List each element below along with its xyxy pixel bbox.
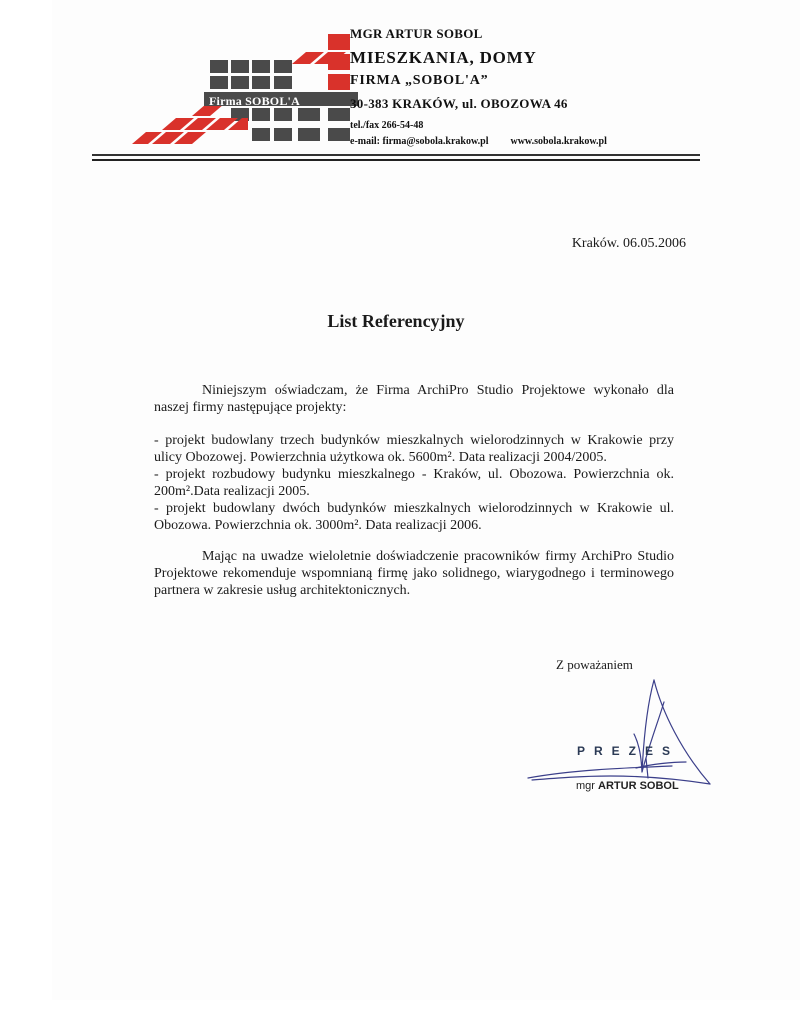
stamp-person: ARTUR SOBOL: [598, 780, 679, 792]
logo-text: Firma SOBOL'A: [209, 94, 300, 108]
stamp-title: PREZES: [577, 744, 680, 758]
stamp-name: [576, 780, 679, 792]
company-address: 30-383 KRAKÓW, ul. OBOZOWA 46: [350, 96, 568, 111]
project-item: - projekt rozbudowy budynku mieszkalnego - Kraków, ul. Obozowa. Powierzchnia ok. 200m².Data realizacji 2005.: [154, 467, 674, 499]
project-item: - projekt budowlany dwóch budynków mieszkalnych wielorodzinnych w Krakowie ul. Obozowa. Powierzchnia ok. 3000m². Data realizacji 2006.: [154, 501, 674, 533]
header-rule-top: [92, 154, 700, 156]
owner-name: MGR ARTUR SOBOL: [350, 26, 483, 41]
letter-page: [52, 0, 800, 1000]
company-email: e-mail: firma@sobola.krakow.pl: [350, 136, 489, 147]
closing-paragraph: Mając na uwadze wieloletnie doświadczenie pracowników firmy ArchiPro Studio Projektowe rekomenduje wspomnianą firmę jako solidnego, wiarygodnego i terminowego partnera w zakresie usług architektonicznych.: [154, 549, 674, 598]
company-telfax: tel./fax 266-54-48: [350, 120, 424, 131]
project-item: - projekt budowlany trzech budynków mieszkalnych wielorodzinnych w Krakowie przy ulicy Obozowej. Powierzchnia użytkowa ok. 5600m². Data realizacji 2004/2005.: [154, 433, 674, 465]
project-list: [154, 432, 674, 534]
stamp-prefix: mgr: [576, 780, 595, 792]
firm-name: FIRMA „SOBOL'A”: [350, 73, 489, 88]
regards-line: Z poważaniem: [556, 657, 633, 672]
company-info: [350, 26, 607, 147]
company-logo: [132, 32, 372, 152]
business-line: MIESZKANIA, DOMY: [350, 48, 537, 67]
header-rule-bottom: [92, 159, 700, 161]
company-website: www.sobola.krakow.pl: [510, 136, 607, 147]
letter-date: Kraków. 06.05.2006: [571, 236, 686, 251]
company-contacts: [350, 136, 607, 147]
letter-title: List Referencyjny: [327, 311, 465, 331]
intro-paragraph: Niniejszym oświadczam, że Firma ArchiPro Studio Projektowe wykonało dla naszej firmy następujące projekty:: [154, 383, 674, 415]
